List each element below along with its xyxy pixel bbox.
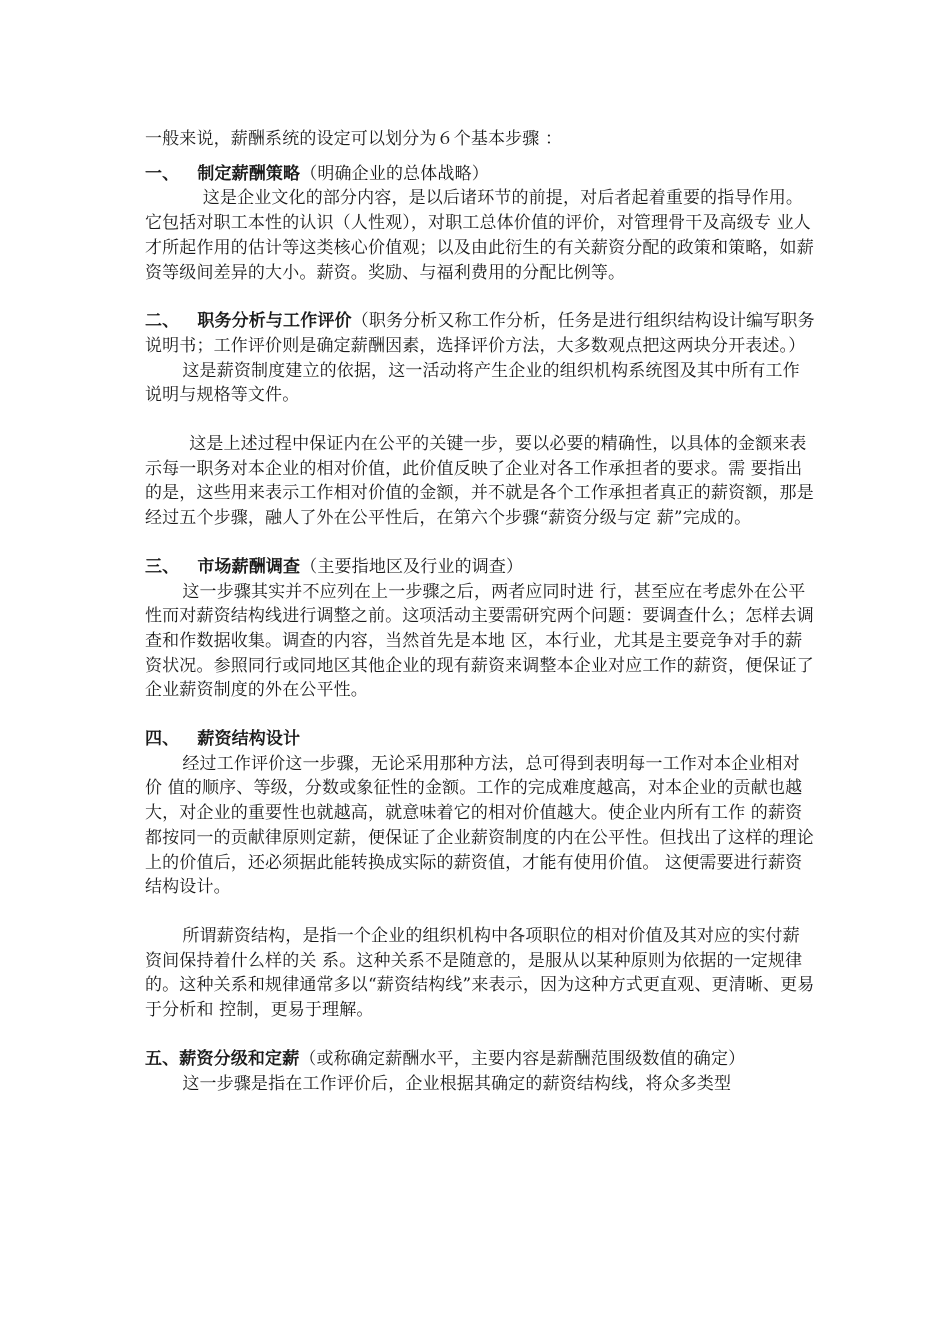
document-page [145, 127, 815, 1096]
section-2-title: 职务分析与工作评价 [197, 311, 352, 332]
section-3-body: 这一步骤其实并不应列在上一步骤之后，两者应同时进 行，甚至应在考虑外在公平性而对薪资结构线进行调整之前。这项活动主要需研究两个问题：要调查什么；怎样去调查和作数据收集。调查的内容，当然首先是本地 区，本行业，尤其是主要竞争对手的薪资状况。参照同行或同地区其他企业的现有薪资来调整本企业对应工作的薪资，便保证了企业薪资制度的外在公平性。 [145, 581, 814, 701]
section-1-body: 这是企业文化的部分内容，是以后诸环节的前提，对后者起着重要的指导作用。它包括对职工本性的认识（人性观），对职工总体价值的评价，对管理骨干及高级专 业人才所起作用的估计等这类核心价值观；以及由此衍生的有关薪资分配的政策和策略，如薪资等级间差异的大小。薪资。奖励、与福利费用的分配比例等。 [145, 188, 814, 283]
section-3-title: 市场薪酬调查 [197, 556, 301, 577]
section-1-title: 制定薪酬策略 [197, 163, 301, 184]
intro-paragraph: 一般来说，薪酬系统的设定可以划分为６个基本步骤 ： [145, 129, 563, 149]
section-2-body-1: 这是薪资制度建立的依据，这一活动将产生企业的组织机构系统图及其中所有工作说明与规格等文件。 [145, 360, 800, 406]
section-2-body-2: 这是上述过程中保证内在公平的关键一步，要以必要的精确性，以具体的金额来表示每一职务对本企业的相对价值，此价值反映了企业对各工作承担者的要求。需 要指出的是，这些用来表示工作相对价值的金额，并不就是各个工作承担者真正的薪资额，那是经过五个步骤，融人了外在公平性后，在第六个步骤“薪资分级与定 薪”完成的。 [145, 434, 814, 529]
section-2-heading [145, 309, 815, 358]
section-5-title: 五、薪资分级和定薪 [145, 1048, 300, 1069]
section-2-note: （职务分析又称工作分析，任务是进行组织结构设计编写职务说明书；工作评价则是确定薪酬因素，选择评价方法，大多数观点把这两块分开表述。） [145, 311, 815, 356]
section-1-heading [145, 162, 815, 187]
section-5-heading [145, 1047, 815, 1072]
section-4-body-1: 经过工作评价这一步骤，无论采用那种方法，总可得到表明每一工作对本企业相对价 值的顺序、等级，分数或象征性的金额。工作的完成难度越高，对本企业的贡献也越大，对企业的重要性也就越高，就意味着它的相对价值越大。使企业内所有工作 的薪资都按同一的贡献律原则定薪，便保证了企业薪资制度的内在公平性。但找出了这样的理论上的价值后，还必须据此能转换成实际的薪资值，才能有使用价值。 这便需要进行薪资结构设计。 [145, 753, 814, 898]
section-5-body: 这一步骤是指在工作评价后，企业根据其确定的薪资结构线，将众多类型 [182, 1073, 732, 1094]
section-4-title: 薪资结构设计 [197, 729, 301, 750]
section-5-note: （或称确定薪酬水平，主要内容是薪酬范围级数值的确定） [299, 1048, 746, 1069]
section-2-number: 二、 [145, 311, 180, 332]
section-3-note: （主要指地区及行业的调查） [300, 556, 524, 577]
section-4-number: 四、 [145, 729, 180, 750]
section-4-body-2: 所谓薪资结构，是指一个企业的组织机构中各项职位的相对价值及其对应的实付薪资间保持着什么样的关 系。这种关系不是随意的，是服从以某种原则为依据的一定规律的。这种关系和规律通常多以“薪资结构线”来表示，因为这种方式更直观、更清晰、更易于分析和 控制，更易于理解。 [145, 925, 815, 1021]
section-3-heading [145, 555, 815, 580]
section-3-number: 三、 [145, 556, 180, 577]
section-4-heading [145, 727, 815, 752]
section-1-note: （明确企业的总体战略） [300, 163, 489, 184]
section-1-number: 一、 [145, 163, 180, 184]
